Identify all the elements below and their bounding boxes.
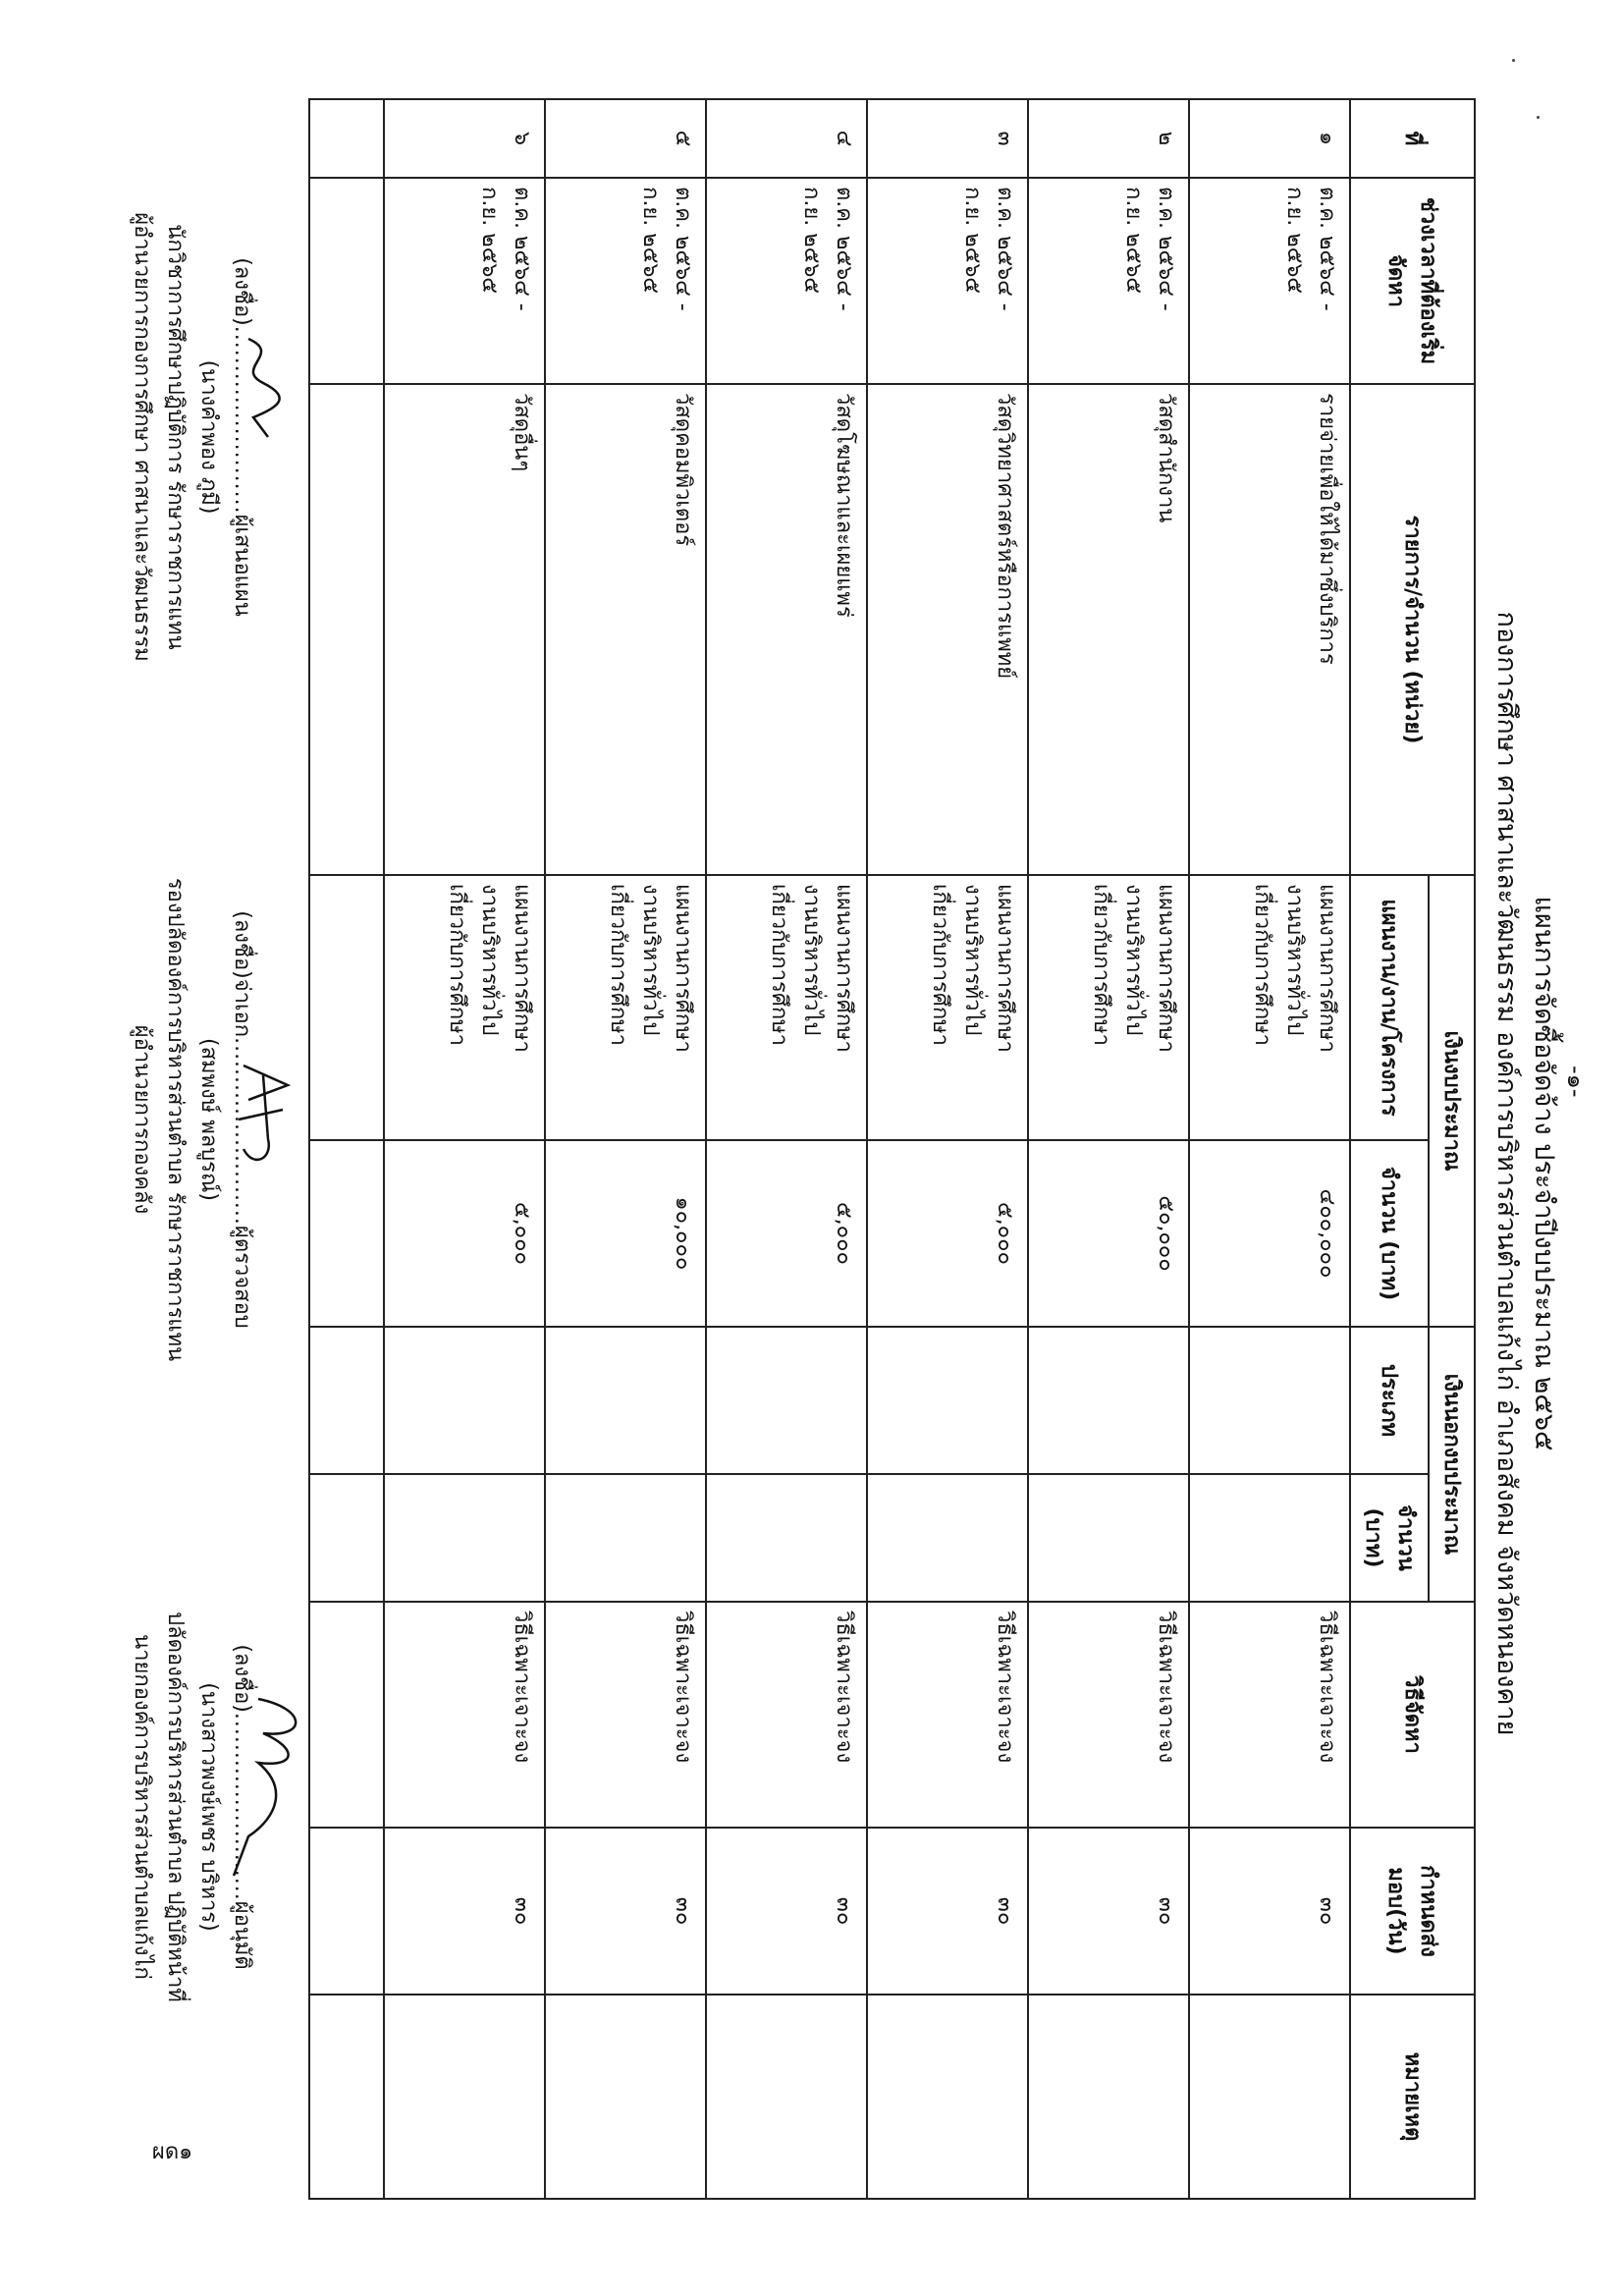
row-amount-offbudget bbox=[1028, 1474, 1189, 1602]
signer-position: ผู้อำนวยการกองการศึกษา ศาสนาและวัฒนธรรม bbox=[129, 212, 154, 662]
signer-position: รองปลัดองค์การบริหารส่วนตำบล รักษาราชการแทน bbox=[162, 877, 188, 1362]
row-period: ต.ค. ๒๕๖๔ - ก.ย. ๒๕๖๕ bbox=[1028, 178, 1189, 384]
empty-cell bbox=[309, 875, 384, 1140]
row-plan: แผนงานการศึกษา งานบริหารทั่วไป เกี่ยวกับการศึกษา bbox=[1189, 875, 1350, 1140]
empty-cell bbox=[309, 1327, 384, 1474]
document-subtitle: กองการศึกษา ศาสนาและวัฒนธรรม องค์การบริหารส่วนตำบลแก้งไก่ อำเภอสังคม จังหวัดหนองคาย bbox=[1491, 611, 1522, 1736]
empty-cell bbox=[309, 1995, 384, 2199]
header-deadline: กำหนดส่งมอบ(วัน) bbox=[1350, 1828, 1475, 1995]
page-number: -๑- bbox=[1562, 1066, 1590, 1098]
row-type bbox=[545, 1327, 706, 1474]
row-item: วัสดุโฆษณาและเผยแพร่ bbox=[706, 384, 867, 875]
row-item: วัสดุสำนักงาน bbox=[1028, 384, 1189, 875]
row-no: ๒ bbox=[1028, 99, 1189, 178]
row-period: ต.ค. ๒๕๖๔ - ก.ย. ๒๕๖๕ bbox=[1189, 178, 1350, 384]
signature-line: (ลงชื่อ)จ่าเอก........................ผู้ตรวจสอบ bbox=[230, 910, 254, 1329]
row-method: วิธีเฉพาะเจาะจง bbox=[384, 1602, 545, 1828]
row-item: วัสดุคอมพิวเตอร์ bbox=[545, 384, 706, 875]
header-budget-group: เงินงบประมาณ bbox=[1429, 875, 1475, 1327]
signer-position: นายกองค์การบริหารส่วนตำบลแก้งไก่ bbox=[129, 1634, 154, 1980]
row-amount-offbudget bbox=[545, 1474, 706, 1602]
table-header-row bbox=[1429, 99, 1475, 2199]
header-offbudget-group: เงินนอกงบประมาณ bbox=[1429, 1327, 1475, 1602]
empty-cell bbox=[309, 178, 384, 384]
row-item: วัสดุอื่นๆ bbox=[384, 384, 545, 875]
signer-name: (นางคำพอง ภูมี) bbox=[195, 359, 221, 515]
header-method: วิธีจัดหา bbox=[1350, 1602, 1475, 1828]
row-type bbox=[706, 1327, 867, 1474]
row-deadline: ๓๐ bbox=[706, 1828, 867, 1995]
row-remark bbox=[867, 1995, 1028, 2199]
row-no: ๑ bbox=[1189, 99, 1350, 178]
row-remark bbox=[1189, 1995, 1350, 2199]
row-remark bbox=[706, 1995, 867, 2199]
row-deadline: ๓๐ bbox=[545, 1828, 706, 1995]
row-type bbox=[1189, 1327, 1350, 1474]
empty-cell bbox=[309, 1474, 384, 1602]
row-method: วิธีเฉพาะเจาะจง bbox=[867, 1602, 1028, 1828]
signer-position: ปลัดองค์การบริหารส่วนตำบล ปฏิบัติหน้าที่ bbox=[162, 1612, 188, 2002]
header-item: รายการ/จำนวน (หน่วย) bbox=[1350, 384, 1475, 875]
row-deadline: ๓๐ bbox=[384, 1828, 545, 1995]
table-row bbox=[867, 99, 1028, 2199]
row-amount-offbudget bbox=[706, 1474, 867, 1602]
row-amount-offbudget bbox=[867, 1474, 1028, 1602]
table-row bbox=[1189, 99, 1350, 2199]
empty-cell bbox=[309, 1602, 384, 1828]
procurement-plan-table bbox=[308, 98, 1476, 2200]
signer-name: (สมพงษ์ พลบูรณ์) bbox=[195, 1037, 221, 1201]
header-plan: แผนงาน/งาน/โครงการ bbox=[1350, 875, 1429, 1140]
row-remark bbox=[545, 1995, 706, 2199]
row-period: ต.ค. ๒๕๖๔ - ก.ย. ๒๕๖๕ bbox=[706, 178, 867, 384]
table-row bbox=[384, 99, 545, 2199]
row-method: วิธีเฉพาะเจาะจง bbox=[706, 1602, 867, 1828]
signature-block-proposer bbox=[125, 162, 258, 712]
empty-cell bbox=[309, 384, 384, 875]
row-no: ๖ bbox=[384, 99, 545, 178]
row-amount: ๕,๐๐๐ bbox=[706, 1140, 867, 1327]
row-remark bbox=[384, 1995, 545, 2199]
row-no: ๓ bbox=[867, 99, 1028, 178]
handwritten-signature bbox=[229, 1689, 317, 1886]
row-no: ๔ bbox=[706, 99, 867, 178]
signature-block-approver bbox=[125, 1532, 258, 2082]
header-amount: จำนวน (บาท) bbox=[1350, 1140, 1429, 1327]
table-row bbox=[706, 99, 867, 2199]
signature-line: (ลงชื่อ)........................ผู้อนุมัติ bbox=[230, 1644, 254, 1970]
row-plan: แผนงานการศึกษา งานบริหารทั่วไป เกี่ยวกับการศึกษา bbox=[867, 875, 1028, 1140]
document-code: ผด๑ bbox=[151, 2140, 193, 2165]
handwritten-signature bbox=[229, 329, 288, 447]
row-type bbox=[384, 1327, 545, 1474]
row-amount: ๕,๐๐๐ bbox=[867, 1140, 1028, 1327]
row-plan: แผนงานการศึกษา งานบริหารทั่วไป เกี่ยวกับการศึกษา bbox=[706, 875, 867, 1140]
row-no: ๕ bbox=[545, 99, 706, 178]
header-amount-offbudget: จำนวน (บาท) bbox=[1350, 1474, 1429, 1602]
table-row bbox=[1028, 99, 1189, 2199]
signature-line: (ลงชื่อ)........................ผู้เสนอแผน bbox=[230, 257, 254, 617]
signer-position: นักวิชาการศึกษาปฏิบัติการ รักษาราชการแทน bbox=[162, 224, 188, 650]
row-method: วิธีเฉพาะเจาะจง bbox=[545, 1602, 706, 1828]
signer-name: (นางสาวพงษ์เพชร บริหาร) bbox=[195, 1682, 221, 1932]
row-remark bbox=[1028, 1995, 1189, 2199]
table-row bbox=[545, 99, 706, 2199]
row-plan: แผนงานการศึกษา งานบริหารทั่วไป เกี่ยวกับการศึกษา bbox=[384, 875, 545, 1140]
empty-cell bbox=[309, 1140, 384, 1327]
row-deadline: ๓๐ bbox=[867, 1828, 1028, 1995]
row-amount: ๕,๐๐๐ bbox=[384, 1140, 545, 1327]
row-period: ต.ค. ๒๕๖๔ - ก.ย. ๒๕๖๕ bbox=[867, 178, 1028, 384]
row-amount: ๕๐,๐๐๐ bbox=[1028, 1140, 1189, 1327]
row-period: ต.ค. ๒๕๖๔ - ก.ย. ๒๕๖๕ bbox=[545, 178, 706, 384]
row-plan: แผนงานการศึกษา งานบริหารทั่วไป เกี่ยวกับการศึกษา bbox=[1028, 875, 1189, 1140]
header-remark: หมายเหตุ bbox=[1350, 1995, 1475, 2199]
document-title: แผนการจัดซื้อจัดจ้าง ประจำปีงบประมาณ ๒๕๖๕ bbox=[1529, 896, 1559, 1451]
row-type bbox=[1028, 1327, 1189, 1474]
row-item: รายจ่ายเพื่อให้ได้มาซึ่งบริการ bbox=[1189, 384, 1350, 875]
row-plan: แผนงานการศึกษา งานบริหารทั่วไป เกี่ยวกับการศึกษา bbox=[545, 875, 706, 1140]
row-method: วิธีเฉพาะเจาะจง bbox=[1189, 1602, 1350, 1828]
row-method: วิธีเฉพาะเจาะจง bbox=[1028, 1602, 1189, 1828]
handwritten-signature bbox=[229, 1051, 298, 1188]
scan-speck bbox=[1512, 59, 1515, 62]
scan-speck bbox=[1537, 116, 1540, 119]
row-deadline: ๓๐ bbox=[1189, 1828, 1350, 1995]
empty-cell bbox=[309, 99, 384, 178]
row-amount-offbudget bbox=[1189, 1474, 1350, 1602]
header-type: ประเภท bbox=[1350, 1327, 1429, 1474]
row-amount: ๔๐๐,๐๐๐ bbox=[1189, 1140, 1350, 1327]
row-amount-offbudget bbox=[384, 1474, 545, 1602]
row-type bbox=[867, 1327, 1028, 1474]
empty-cell bbox=[309, 1828, 384, 1995]
row-deadline: ๓๐ bbox=[1028, 1828, 1189, 1995]
table-row-empty bbox=[309, 99, 384, 2199]
header-period: ช่วงเวลาที่ต้องเริ่มจัดหา bbox=[1350, 178, 1475, 384]
header-no: ที่ bbox=[1350, 99, 1475, 178]
row-period: ต.ค. ๒๕๖๔ - ก.ย. ๒๕๖๕ bbox=[384, 178, 545, 384]
signer-position: ผู้อำนวยการกองคลัง bbox=[129, 1024, 154, 1215]
row-amount: ๑๐,๐๐๐ bbox=[545, 1140, 706, 1327]
row-item: วัสดุวิทยาศาสตร์หรือการแพทย์ bbox=[867, 384, 1028, 875]
signature-block-reviewer bbox=[125, 845, 258, 1394]
